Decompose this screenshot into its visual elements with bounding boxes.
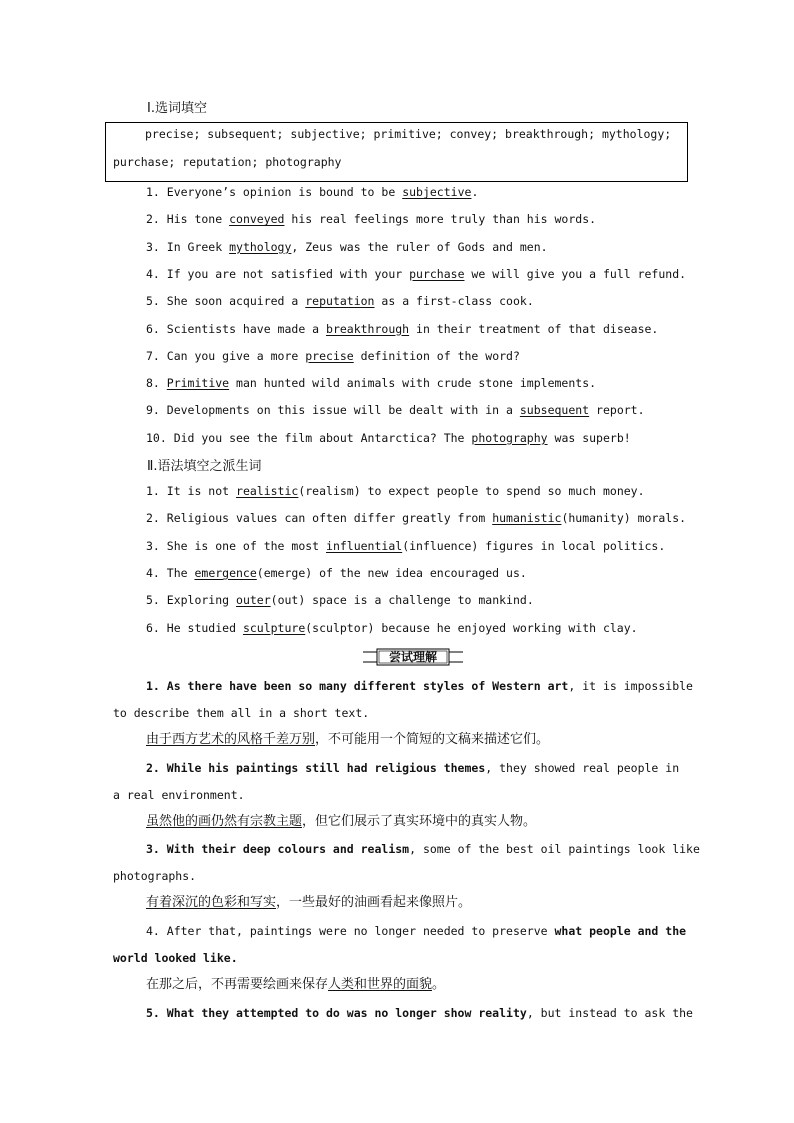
s1-item-10-pre: 10. Did you see the film about Antarctica? The [146,430,472,445]
s2-item-4 [146,563,527,583]
s1-item-6-answer: breakthrough [326,321,410,336]
section-2-heading: Ⅱ.语法填空之派生词 [147,459,262,474]
s3-item-4-translation [146,975,445,995]
s1-item-2 [146,209,596,229]
s3-item-1-translation [146,730,549,750]
s3-item-1-zh-underlined: 由于西方艺术的风格千差万别 [146,732,316,747]
s3-item-3-translation [146,893,471,913]
s2-item-1 [146,481,645,501]
s3-item-4-cont: world looked like. [113,951,238,965]
s2-item-4-answer: emergence [194,565,257,580]
word-bank-line-2: purchase; reputation; photography [113,155,342,169]
s3-item-4-plain: 4. After that, paintings were no longer needed to preserve [146,924,555,938]
s1-item-6 [146,319,658,339]
word-bank-line-1: precise; subsequent; subjective; primitive; convey; breakthrough; mythology; [145,127,672,141]
s3-item-4-zh-post: 。 [432,977,446,992]
s1-item-5-answer: reputation [305,294,375,309]
s1-item-7-pre: 7. Can you give a more [146,348,306,363]
s3-item-3-bold: 3. With their deep colours and realism [146,842,410,856]
s2-item-1-answer: realistic [236,484,299,498]
s1-item-7-post: definition of the word? [353,348,520,363]
s1-item-5-pre: 5. She soon acquired a [146,294,306,309]
s2-item-1-pre: 1. It is not [146,484,237,498]
s1-item-7 [146,346,520,366]
s1-item-2-pre: 2. His tone [146,212,230,227]
s2-item-2-pre: 2. Religious values can often differ greatly from [146,511,493,526]
s1-item-2-post: his real feelings more truly than his words. [284,212,597,227]
s3-item-4-line [146,921,686,941]
s1-item-8 [146,373,596,393]
s3-item-3-zh-underlined: 有着深沉的色彩和写实 [146,895,277,910]
s3-item-5-line [146,1003,693,1023]
s3-item-3-zh-rest: ，一些最好的油画看起来像照片。 [276,895,472,910]
s2-item-6-pre: 6. He studied [146,620,243,635]
s1-item-3 [146,237,548,257]
s2-item-6-answer: sculpture [242,620,306,635]
s2-item-2 [146,508,686,528]
s2-item-5-pre: 5. Exploring [146,593,237,608]
s3-item-2-translation [146,812,536,832]
s1-item-3-pre: 3. In Greek [146,239,230,254]
s2-item-3-post: (influence) figures in local politics. [402,538,666,553]
s2-item-3 [146,536,665,556]
s1-item-3-answer: mythology [229,239,292,254]
s1-item-10-answer: photography [471,430,548,445]
s1-item-1 [146,182,478,202]
s1-item-4-answer: purchase [409,266,465,281]
s3-item-2-bold: 2. While his paintings still had religious themes [146,761,486,775]
s1-item-10 [146,428,631,448]
s3-item-1-zh-rest: ，不可能用一个简短的文稿来描述它们。 [315,732,550,747]
s3-item-3-rest: , some of the best oil paintings look like [409,842,700,856]
s1-item-5-post: as a first-class cook. [374,294,534,309]
s2-item-4-pre: 4. The [146,565,195,580]
s1-item-9 [146,400,645,420]
s2-item-1-post: (realism) to expect people to spend so much money. [298,484,645,498]
s3-item-2-line [146,758,679,778]
word-bank-box [105,122,688,182]
s1-item-1-post: . [471,185,479,199]
s1-item-4 [146,264,686,284]
s1-item-1-answer: subjective [402,185,472,199]
s1-item-6-pre: 6. Scientists have made a [146,321,327,336]
banner-label: 尝试理解 [388,650,437,664]
s2-item-6 [146,618,638,638]
try-understand-banner [361,648,465,666]
s1-item-8-pre: 8. [146,376,167,391]
s3-item-2-rest: , they showed real people in [485,761,680,775]
s1-item-10-post: was superb! [547,430,631,445]
s1-item-9-pre: 9. Developments on this issue will be dealt with in a [146,403,520,418]
s1-item-2-answer: conveyed [229,212,285,227]
s1-item-8-answer: Primitive [166,376,230,391]
s3-item-4-zh-underlined: 人类和世界的面貌 [328,977,433,992]
s1-item-8-post: man hunted wild animals with crude stone implements. [229,376,597,391]
s1-item-5 [146,291,534,311]
s1-item-6-post: in their treatment of that disease. [409,321,659,336]
s3-item-1-bold: 1. As there have been so many different styles of Western art [146,679,569,693]
s2-item-5-answer: outer [236,593,271,608]
s1-item-7-answer: precise [305,348,354,363]
s2-item-5 [146,590,534,610]
s3-item-3-cont: photographs. [113,869,197,883]
s3-item-2-cont: a real environment. [113,788,245,802]
s3-item-1-rest: , it is impossible [568,679,693,693]
s1-item-4-post: we will give you a full refund. [464,266,687,281]
s2-item-6-post: (sculptor) because he enjoyed working with clay. [305,620,638,635]
s1-item-9-answer: subsequent [519,403,590,418]
s3-item-1-line [146,676,693,696]
s3-item-2-zh-underlined: 虽然他的画仍然有宗教主题 [146,814,303,829]
s1-item-1-pre: 1. Everyone’s opinion is bound to be [146,185,403,199]
s3-item-4-bold: what people and the [554,924,687,938]
s2-item-4-post: (emerge) of the new idea encouraged us. [256,565,527,580]
s1-item-3-post: , Zeus was the ruler of Gods and men. [291,239,548,254]
s2-item-2-answer: humanistic [492,511,562,526]
s3-item-5-bold: 5. What they attempted to do was no longer show reality [146,1006,527,1020]
s1-item-4-pre: 4. If you are not satisfied with your [146,266,410,281]
s3-item-1-cont: to describe them all in a short text. [113,706,370,720]
section-1-heading: Ⅰ.选词填空 [147,101,207,116]
s1-item-9-post: report. [589,403,645,418]
s3-item-3-line [146,839,700,859]
s2-item-5-post: (out) space is a challenge to mankind. [270,593,534,608]
s2-item-2-post: (humanity) morals. [561,511,687,526]
s3-item-4-zh-pre: 在那之后，不再需要绘画来保存 [146,977,329,992]
s2-item-3-pre: 3. She is one of the most [146,538,327,553]
s2-item-3-answer: influential [326,538,403,553]
s3-item-5-rest: , but instead to ask the [526,1006,693,1020]
s3-item-2-zh-rest: ，但它们展示了真实环境中的真实人物。 [302,814,537,829]
